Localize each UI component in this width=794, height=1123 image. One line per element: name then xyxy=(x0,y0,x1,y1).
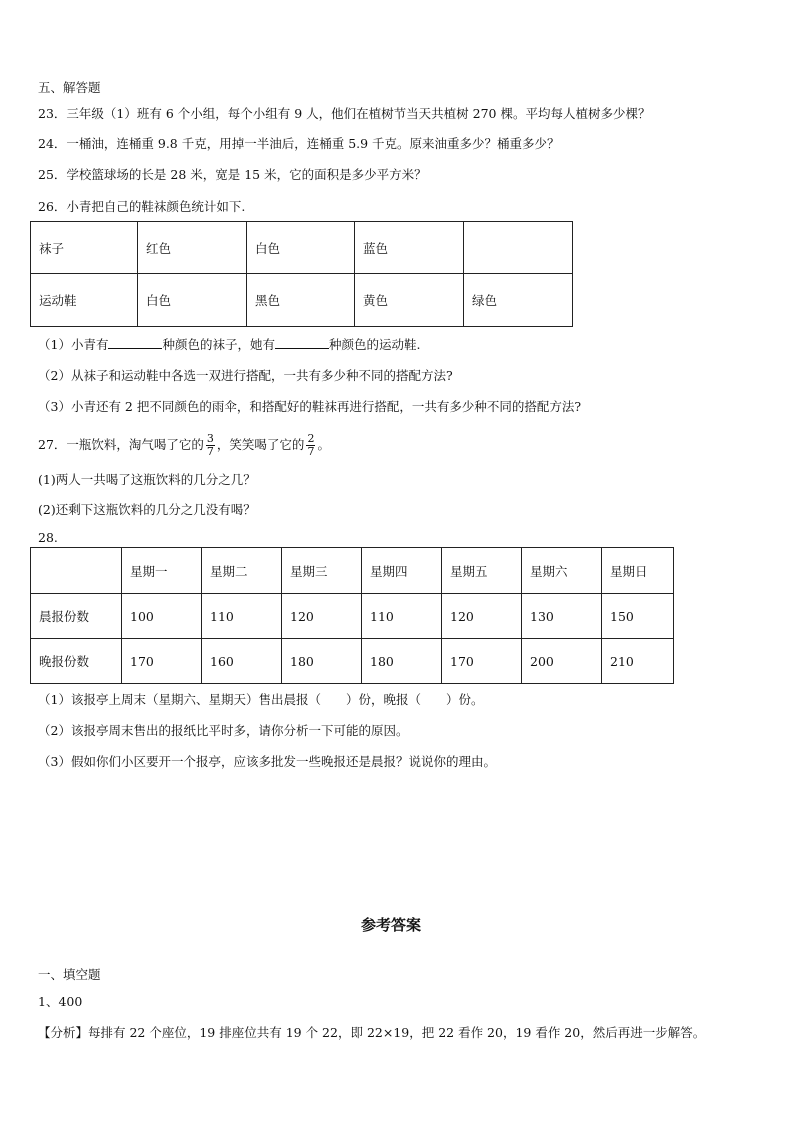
newspaper-sales-table xyxy=(30,547,674,684)
table-cell: 160 xyxy=(202,639,282,684)
text: 。 xyxy=(317,437,330,452)
table-cell: 晨报份数 xyxy=(31,594,122,639)
question-27-1: (1)两人一共喝了这瓶饮料的几分之几？ xyxy=(38,472,256,487)
text: ，笑笑喝了它的 xyxy=(216,437,305,452)
table-cell: 星期日 xyxy=(602,548,674,594)
table-cell: 110 xyxy=(202,594,282,639)
question-24: 24．一桶油，连桶重 9.8 千克，用掉一半油后，连桶重 5.9 千克。原来油重多少？桶重多少？ xyxy=(38,136,560,151)
numerator: 3 xyxy=(206,432,214,445)
text: （1）小青有 xyxy=(38,337,109,352)
question-28-3: （3）假如你们小区要开一个报亭，应该多批发一些晚报还是晨报？说说你的理由。 xyxy=(38,754,496,769)
numerator: 2 xyxy=(307,432,315,445)
text: 种颜色的袜子，她有 xyxy=(162,337,275,352)
table-cell: 蓝色 xyxy=(355,222,464,274)
answer-1-analysis: 【分析】每排有 22 个座位，19 排座位共有 19 个 22，即 22×19，把 22 看作 20，19 看作 20，然后再进一步解答。 xyxy=(38,1025,706,1040)
table-cell: 绿色 xyxy=(464,274,573,327)
table-cell: 130 xyxy=(522,594,602,639)
table-cell: 黄色 xyxy=(355,274,464,327)
table-cell: 100 xyxy=(122,594,202,639)
table-row xyxy=(31,594,674,639)
table-cell: 180 xyxy=(282,639,362,684)
table-cell xyxy=(31,548,122,594)
question-28: 28. xyxy=(38,530,58,545)
section-title: 五、解答题 xyxy=(38,80,101,95)
table-cell: 袜子 xyxy=(31,222,138,274)
answer-blank xyxy=(275,336,329,349)
table-cell: 210 xyxy=(602,639,674,684)
text: 27．一瓶饮料，淘气喝了它的 xyxy=(38,437,204,452)
table-cell: 170 xyxy=(122,639,202,684)
table-cell: 110 xyxy=(362,594,442,639)
table-cell: 星期一 xyxy=(122,548,202,594)
table-cell: 150 xyxy=(602,594,674,639)
table-row xyxy=(31,274,573,327)
table-cell: 星期四 xyxy=(362,548,442,594)
fraction xyxy=(306,433,315,458)
section-title: 一、填空题 xyxy=(38,967,101,982)
answer-1: 1、400 xyxy=(38,994,83,1009)
table-cell: 180 xyxy=(362,639,442,684)
table-cell: 星期五 xyxy=(442,548,522,594)
table-cell: 运动鞋 xyxy=(31,274,138,327)
question-28-1: （1）该报亭上周末（星期六、星期天）售出晨报（ ）份，晚报（ ）份。 xyxy=(38,692,484,707)
table-cell: 星期六 xyxy=(522,548,602,594)
table-cell: 120 xyxy=(442,594,522,639)
table-cell: 星期三 xyxy=(282,548,362,594)
question-26: 26．小青把自己的鞋袜颜色统计如下. xyxy=(38,199,246,214)
question-27 xyxy=(38,428,330,462)
question-28-2: （2）该报亭周末售出的报纸比平时多，请你分析一下可能的原因。 xyxy=(38,723,409,738)
table-cell: 白色 xyxy=(138,274,247,327)
question-26-1 xyxy=(38,336,420,354)
text: 种颜色的运动鞋. xyxy=(328,337,421,352)
question-26-2: （2）从袜子和运动鞋中各选一双进行搭配，一共有多少种不同的搭配方法? xyxy=(38,368,453,383)
table-cell: 200 xyxy=(522,639,602,684)
table-cell: 170 xyxy=(442,639,522,684)
table-cell: 星期二 xyxy=(202,548,282,594)
table-cell: 晚报份数 xyxy=(31,639,122,684)
answer-blank xyxy=(108,336,162,349)
question-25: 25．学校篮球场的长是 28 米，宽是 15 米，它的面积是多少平方米？ xyxy=(38,167,427,182)
table-cell: 白色 xyxy=(247,222,355,274)
table-row xyxy=(31,639,674,684)
question-26-3: （3）小青还有 2 把不同颜色的雨伞，和搭配好的鞋袜再进行搭配，一共有多少种不同的搭配方法? xyxy=(38,399,582,414)
table-cell: 红色 xyxy=(138,222,247,274)
denominator: 7 xyxy=(307,445,315,458)
table-row xyxy=(31,548,674,594)
answers-title: 参考答案 xyxy=(361,916,422,934)
fraction xyxy=(206,433,215,458)
question-27-2: (2)还剩下这瓶饮料的几分之几没有喝？ xyxy=(38,502,256,517)
shoe-sock-color-table xyxy=(30,221,573,327)
question-23: 23．三年级（1）班有 6 个小组，每个小组有 9 人，他们在植树节当天共植树 270 棵。平均每人植树多少棵？ xyxy=(38,106,651,121)
denominator: 7 xyxy=(206,445,214,458)
table-cell: 黑色 xyxy=(247,274,355,327)
table-row xyxy=(31,222,573,274)
table-cell: 120 xyxy=(282,594,362,639)
table-cell xyxy=(464,222,573,274)
